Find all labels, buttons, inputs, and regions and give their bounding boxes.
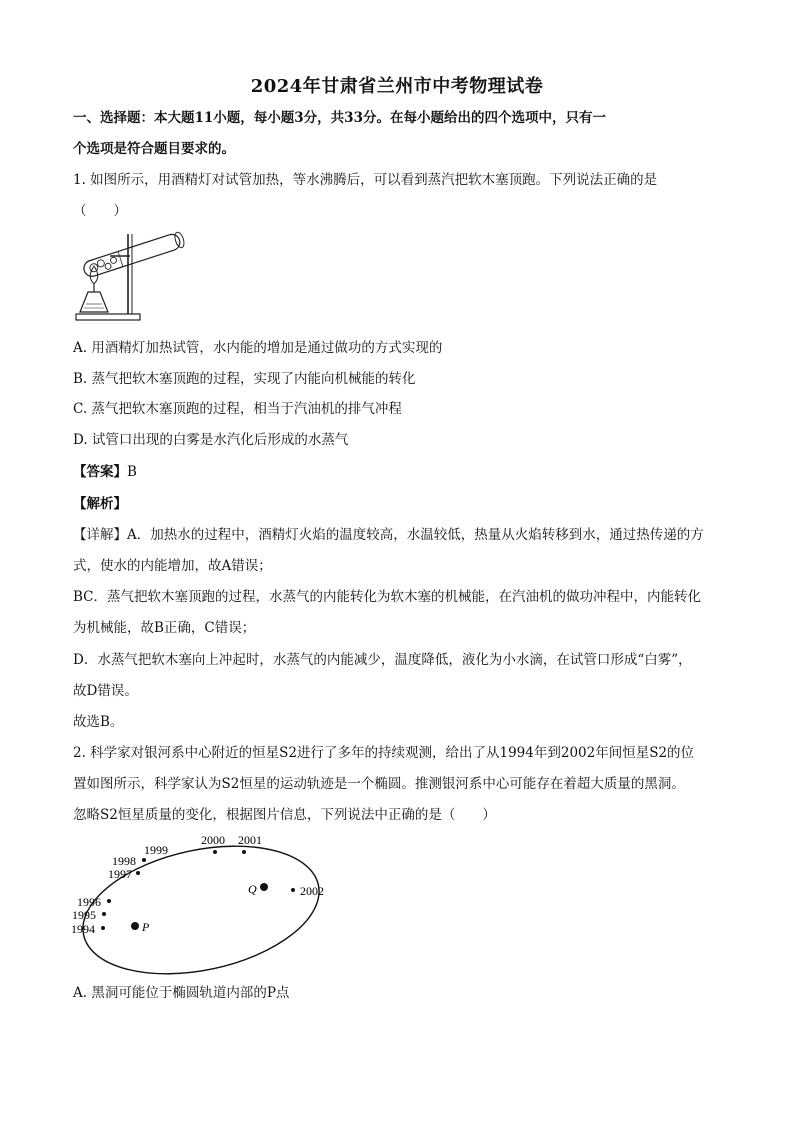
- point-p-label: P: [142, 920, 150, 934]
- q1-option-d: D. 试管口出现的白雾是水汽化后形成的水蒸气: [73, 432, 349, 448]
- orbit-point-1996: [107, 899, 111, 903]
- orbit-point-1998: [142, 858, 146, 862]
- year-label-1994: 1994: [71, 922, 95, 936]
- answer-value: B: [127, 464, 137, 480]
- point-p-dot: [131, 922, 139, 930]
- section-heading-line1: 一、选择题：本大题11小题，每小题3分，共33分。在每小题给出的四个选项中，只有一: [73, 110, 606, 126]
- year-label-2001: 2001: [238, 833, 262, 847]
- section-heading-line2: 个选项是符合题目要求的。: [73, 141, 235, 157]
- q1-detail-line3: BC．蒸气把软木塞顶跑的过程，水蒸气的内能转化为软木塞的机械能，在汽油机的做功冲程中，内能转化: [73, 589, 701, 605]
- q2-option-a: A. 黑洞可能位于椭圆轨道内部的P点: [73, 985, 290, 1001]
- q1-detail-line6: 故D错误。: [73, 683, 138, 699]
- q1-detail-line2: 式，使水的内能增加，故A错误；: [73, 558, 272, 574]
- orbit-point-2001: [242, 850, 246, 854]
- analysis-tag: 【解析】: [73, 496, 127, 512]
- detail-tag: 【详解】: [73, 527, 127, 543]
- orbit-point-2002: [291, 888, 295, 892]
- s2-orbit-figure: [68, 830, 348, 980]
- q1-analysis-tag: [73, 494, 127, 514]
- point-q-dot: [260, 883, 268, 891]
- q1-stem-line2: （ ）: [73, 203, 127, 219]
- point-q-label: Q: [248, 882, 257, 896]
- year-label-1997: 1997: [108, 867, 132, 881]
- detail-text: A．加热水的过程中，酒精灯火焰的温度较高，水温较低，热量从火焰转移到水，通过热传递的方: [127, 527, 704, 543]
- q2-stem-line2: 置如图所示，科学家认为S2恒星的运动轨迹是一个椭圆。推测银河系中心可能存在着超大质量的黑洞。: [73, 776, 685, 792]
- q1-detail-line4: 为机械能，故B正确，C错误；: [73, 620, 256, 636]
- year-label-1999: 1999: [144, 843, 168, 857]
- q1-detail-line7: 故选B。: [73, 714, 124, 730]
- alcohol-lamp-test-tube-figure: [70, 226, 190, 326]
- q1-detail-line1: [73, 525, 704, 545]
- orbit-point-2000: [213, 850, 217, 854]
- q1-option-b: B. 蒸气把软木塞顶跑的过程，实现了内能向机械能的转化: [73, 371, 416, 387]
- orbit-point-1994: [101, 926, 105, 930]
- year-label-2002: 2002: [300, 884, 324, 898]
- q1-answer-line: [73, 462, 137, 482]
- orbit-point-1995: [102, 912, 106, 916]
- q1-option-a: A. 用酒精灯加热试管，水内能的增加是通过做功的方式实现的: [73, 340, 443, 356]
- page-title: 2024年甘肃省兰州市中考物理试卷: [250, 76, 544, 97]
- year-label-1996: 1996: [77, 895, 101, 909]
- q1-detail-line5: D．水蒸气把软木塞向上冲起时，水蒸气的内能减少，温度降低，液化为小水滴，在试管口形成“白雾”，: [73, 652, 692, 668]
- q2-stem-line3: 忽略S2恒星质量的变化，根据图片信息，下列说法中正确的是（ ）: [73, 807, 496, 823]
- q1-option-c: C. 蒸气把软木塞顶跑的过程，相当于汽油机的排气冲程: [73, 401, 402, 417]
- orbit-point-1997: [136, 871, 140, 875]
- year-label-1998: 1998: [112, 854, 136, 868]
- answer-tag: 【答案】: [73, 464, 127, 480]
- year-label-2000: 2000: [201, 833, 225, 847]
- q1-stem-line1: 1. 如图所示，用酒精灯对试管加热，等水沸腾后，可以看到蒸汽把软木塞顶跑。下列说法正确的是: [73, 172, 658, 188]
- year-label-1995: 1995: [72, 908, 96, 922]
- q2-stem-line1: 2. 科学家对银河系中心附近的恒星S2进行了多年的持续观测，给出了从1994年到2002年间恒星S2的位: [73, 745, 695, 761]
- orbit-ellipse: [71, 830, 331, 980]
